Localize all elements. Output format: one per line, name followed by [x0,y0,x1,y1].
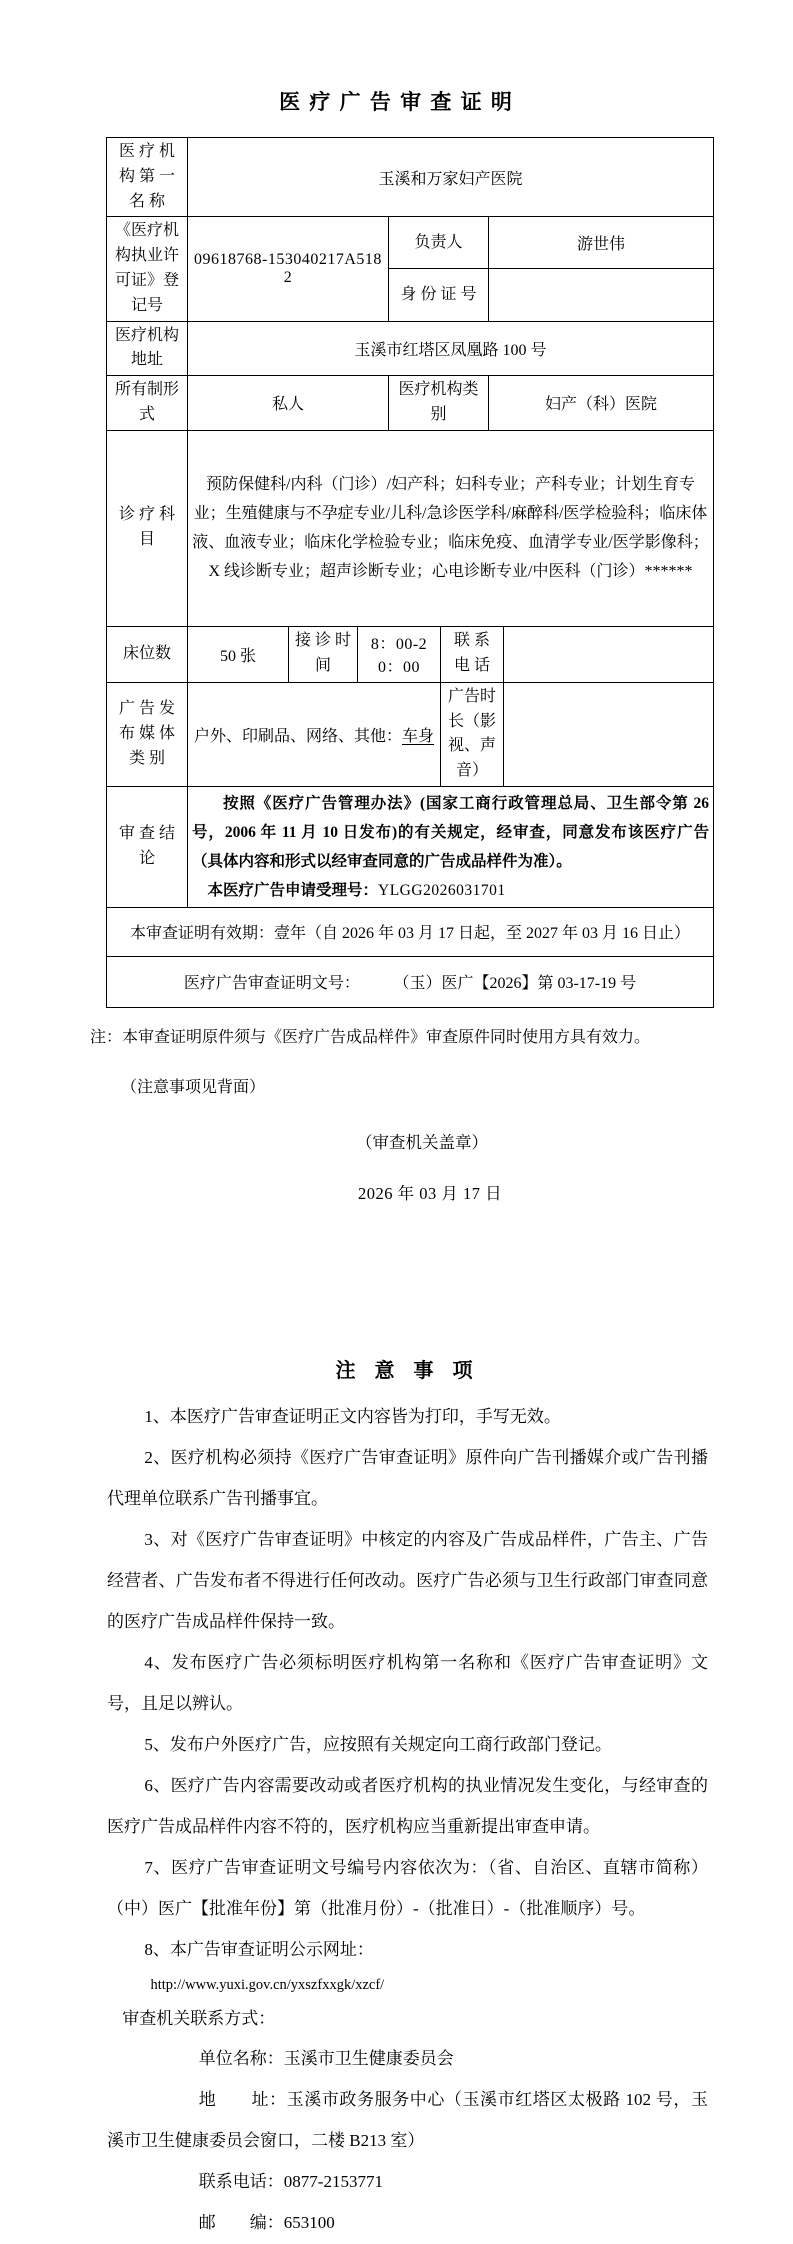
address-value: 玉溪市红塔区凤凰路 100 号 [188,321,714,376]
ownership-label: 所有制形式 [107,376,188,431]
table-row [107,682,714,786]
conclusion-serial-number: YLGG2026031701 [378,881,506,899]
org-name-value: 玉溪和万家妇产医院 [188,138,714,217]
table-row [107,956,714,1007]
certificate-table [106,137,714,1008]
cert-number-value: （玉）医广【2026】第 03-17-19 号 [401,975,637,993]
notice-item: 4、发布医疗广告必须标明医疗机构第一名称和《医疗广告审查证明》文号，且足以辨认。 [107,1652,708,1713]
usage-note: 注：本审查证明原件须与《医疗广告成品样件》审查原件同时使用方具有效力。 [90,1028,651,1046]
notice-item: 7、医疗广告审查证明文号编号内容依次为：（省、自治区、直辖市简称）（中）医广【批准年份】第（批准月份）-（批准日）-（批准顺序）号。 [107,1857,708,1918]
page-title: 医 疗 广 告 审 查 证 明 [279,90,514,114]
org-type-label: 医疗机构类别 [389,376,489,431]
org-name-label: 医 疗 机 构 第 一 名 称 [107,138,188,217]
contact-telephone: 联系电话：0877-2153771 [198,2171,383,2191]
contact-phone-label: 联 系 电 话 [441,626,504,682]
contact-address: 地 址：玉溪市政务服务中心（玉溪市红塔区太极路 102 号，玉溪市卫生健康委员会窗口，二楼 B213 室） [107,2089,708,2150]
table-row [107,376,714,431]
notice-item: 2、医疗机构必须持《医疗广告审查证明》原件向广告刊播媒介或广告刊播代理单位联系广告刊播事宜。 [107,1447,708,1508]
notice-item: 5、发布户外医疗广告，应按照有关规定向工商行政部门登记。 [144,1734,612,1754]
person-value: 游世伟 [489,217,714,269]
cert-number-label: 医疗广告审查证明文号： [183,975,360,993]
id-number-label: 身 份 证 号 [389,269,489,321]
conclusion-value [188,786,714,907]
contact-unit-name: 单位名称：玉溪市卫生健康委员会 [198,2048,454,2068]
notices-section [107,1354,708,2243]
ownership-value: 私人 [188,376,389,431]
contact-heading: 审查机关联系方式： [122,2008,276,2028]
stamp-placeholder: （审查机关盖章） [356,1132,488,1152]
ad-duration-value [504,682,714,786]
validity-label: 本审查证明有效期： [129,925,274,943]
notice-item: 6、医疗广告内容需要改动或者医疗机构的执业情况发生变化，与经审查的医疗广告成品样件内容不符的，医疗机构应当重新提出审查申请。 [107,1775,708,1836]
table-row [107,138,714,217]
table-row [107,321,714,376]
issue-date: 2026 年 03 月 17 日 [358,1183,503,1203]
hours-label: 接 诊 时 间 [289,626,358,682]
notice-item: 3、对《医疗广告审查证明》中核定的内容及广告成品样件，广告主、广告经营者、广告发布者不得进行任何改动。医疗广告必须与卫生行政部门审查同意的医疗广告成品样件保持一致。 [107,1529,708,1631]
org-type-value: 妇产（科）医院 [489,376,714,431]
table-row [107,217,714,269]
table-row [107,907,714,956]
cert-number-row [107,956,714,1007]
beds-label: 床位数 [107,626,188,682]
ad-duration-label: 广告时长（影视、声音） [441,682,504,786]
conclusion-serial-label: 本医疗广告申请受理号： [207,881,379,899]
address-label: 医疗机构地址 [107,321,188,376]
table-row [107,626,714,682]
media-type-other-filled: 车身 [402,727,435,745]
beds-value: 50 张 [188,626,289,682]
validity-row [107,907,714,956]
media-type-label: 广 告 发 布 媒 体 类 别 [107,682,188,786]
license-label: 《医疗机构执业许可证》登记号 [107,217,188,321]
contact-postcode: 邮 编：653100 [198,2212,335,2232]
conclusion-label: 审 查 结 论 [107,786,188,907]
validity-value: 壹年（自 2026 年 03 月 17 日起，至 2027 年 03 月 16 日止） [274,925,691,943]
media-type-text: 户外、印刷品、网络、其他： [193,727,402,745]
notice-item: 1、本医疗广告审查证明正文内容皆为打印，手写无效。 [144,1406,561,1426]
license-value: 09618768-153040217A5182 [188,217,389,321]
subjects-label: 诊 疗 科 目 [107,430,188,626]
table-row [107,786,714,907]
table-row [107,430,714,626]
notice-item: 8、本广告审查证明公示网址： [144,1939,374,1959]
id-number-value [489,269,714,321]
conclusion-paragraph: 按照《医疗广告管理办法》(国家工商行政管理总局、卫生部令第 26 号，2006 年 11 月 10 日发布)的有关规定，经审查，同意发布该医疗广告（具体内容和形式以经审查同意的广告成品样件为准）。 [192,794,709,870]
conclusion-serial-line [192,876,709,905]
subjects-value: 预防保健科/内科（门诊）/妇产科；妇科专业；产科专业；计划生育专业；生殖健康与不孕症专业/儿科/急诊医学科/麻醉科/医学检验科；临床体液、血液专业；临床化学检验专业；临床免疫、血清学专业/医学影像科；X 线诊断专业；超声诊断专业；心电诊断专业/中医科（门诊）****** [188,430,714,626]
person-label: 负责人 [389,217,489,269]
notices-heading: 注 意 事 项 [335,1359,480,1382]
media-type-value [188,682,441,786]
hours-value: 8：00-20：00 [358,626,441,682]
see-back-note: （注意事项见背面） [121,1078,266,1096]
contact-phone-value [504,626,714,682]
publicity-url: http://www.yuxi.gov.cn/yxszfxxgk/xzcf/ [150,1976,385,1993]
